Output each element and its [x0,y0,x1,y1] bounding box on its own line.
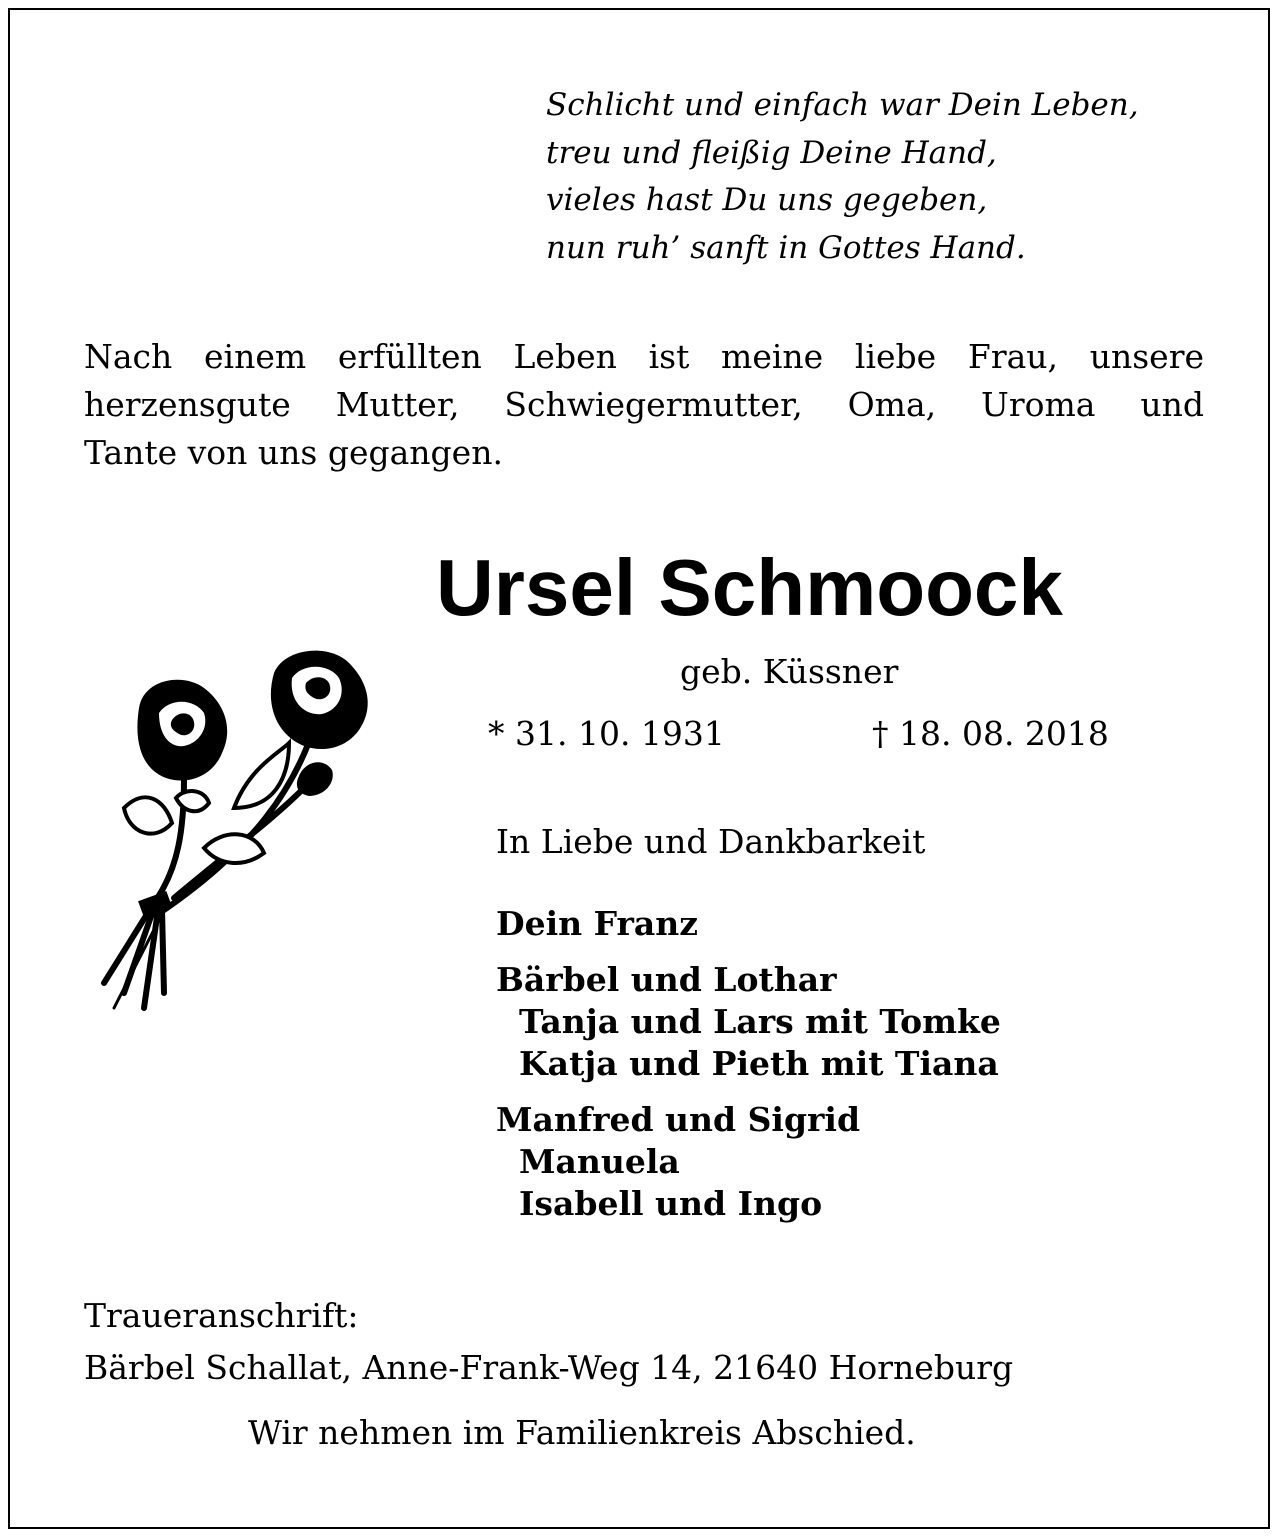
family-group [496,959,1001,1085]
deceased-name: Ursel Schmoock [436,543,1063,632]
family-member: Dein Franz [496,904,698,943]
poem [546,82,1139,272]
family-group [496,903,1001,945]
roses-icon [84,648,394,1028]
intro-line: Tante von uns gegangen. [84,433,503,472]
family-group [496,1099,1001,1225]
family-member: Katja und Pieth mit Tiana [519,1044,999,1083]
closing-line: Wir nehmen im Familienkreis Abschied. [248,1413,916,1452]
family-member: Isabell und Ingo [519,1184,823,1223]
poem-line: vieles hast Du uns gegeben, [546,182,988,218]
birth-date: * 31. 10. 1931 [488,714,725,753]
family-member: Tanja und Lars mit Tomke [519,1002,1001,1041]
poem-line: Schlicht und einfach war Dein Leben, [546,87,1139,123]
family-member: Manfred und Sigrid [496,1100,861,1139]
born-name: geb. Küssner [680,652,899,691]
intro-line: Nach einem erfüllten Leben ist meine liebe Frau, unsere [84,337,1204,376]
intro-line: herzensgute Mutter, Schwiegermutter, Oma, Uroma und [84,385,1204,424]
poem-line: treu und fleißig Deine Hand, [546,134,997,171]
address-label: Traueranschrift: [84,1296,359,1335]
intro-text [84,333,1204,477]
dedication: In Liebe und Dankbarkeit [496,822,926,861]
death-date: † 18. 08. 2018 [872,714,1109,753]
family-member: Manuela [519,1142,680,1181]
family-member: Bärbel und Lothar [496,960,837,999]
family-list [496,903,1001,1239]
poem-line: nun ruh’ sanft in Gottes Hand. [546,229,1026,266]
address-text: Bärbel Schallat, Anne-Frank-Weg 14, 21640 Horneburg [84,1348,1014,1387]
